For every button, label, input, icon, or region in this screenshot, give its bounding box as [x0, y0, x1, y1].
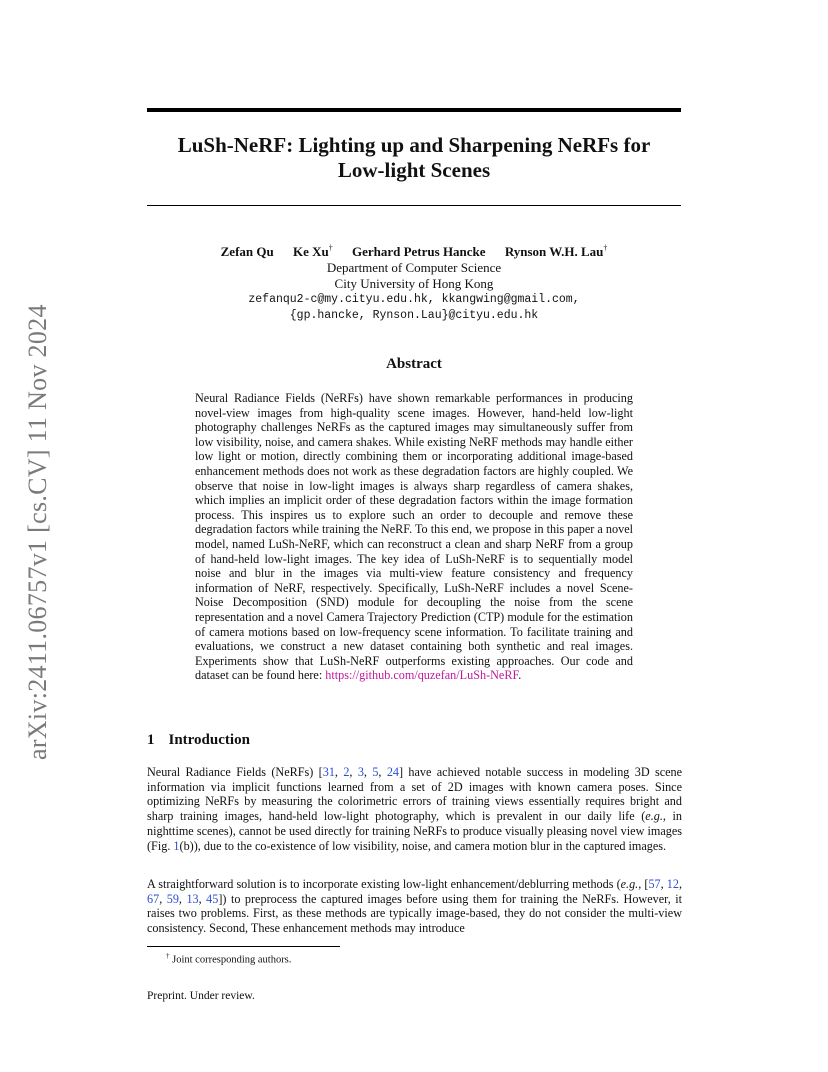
author: Gerhard Petrus Hancke: [351, 244, 486, 260]
citation-link[interactable]: 45: [206, 891, 219, 906]
paper-title: [147, 133, 681, 183]
title-top-rule: [147, 108, 681, 112]
citation-link[interactable]: 12: [666, 877, 679, 891]
citation-link[interactable]: 2: [343, 765, 350, 779]
citation-link[interactable]: 24: [386, 765, 399, 779]
title-bottom-rule: [147, 205, 681, 206]
department: Department of Computer Science: [326, 260, 502, 276]
author: Ke Xu†: [292, 244, 333, 260]
citation-link[interactable]: 3: [357, 765, 364, 779]
preprint-note: Preprint. Under review.: [147, 990, 255, 1002]
citation-link[interactable]: 13: [186, 891, 199, 906]
title-line-2: Low-light Scenes: [337, 158, 491, 182]
intro-paragraph-1: Neural Radiance Fields (NeRFs) [31, 2, 3, 5, 24] have achieved notable success in modeling 3D scene information via implicit functions learned from a set of 2D images with known camera poses. Since optimizing NeRFs by measuring the colorimetric errors of training views essentially requires bright and sharp training images, hand-held low-light photography, which is prevalent in our daily life (e.g., in nighttime scenes), cannot be used directly for training NeRFs to produce visually pleasing novel view images (Fig. 1(b)), due to the co-existence of low visibility, noise, and camera motion blur in the captured images.: [147, 765, 683, 853]
author: Zefan Qu: [220, 244, 274, 260]
author: Rynson W.H. Lau†: [504, 244, 608, 260]
author-block: [147, 241, 681, 324]
author-names: [147, 241, 681, 260]
code-link[interactable]: https://github.com/quzefan/LuSh-NeRF: [325, 668, 519, 683]
section-number: 1: [147, 732, 155, 748]
abstract-text: Neural Radiance Fields (NeRFs) have shown remarkable performances in producing novel-view images from high-quality scene images. However, hand-held low-light photography challenges NeRFs as the captured images may simultaneously suffer from low visibility, noise, and camera shakes. While existing NeRF methods may handle either low light or motion, directly combining them or incorporating additional image-based enhancement methods does not work as these degradation factors are highly coupled. We observe that noise in low-light images is always sharp regardless of camera shakes, which implies an implicit order of these degradation factors within the image formation process. This inspires us to explore such an order to decouple and remove these degradation factors while training the NeRF. To this end, we propose in this paper a novel model, named LuSh-NeRF, which can reconstruct a clean and sharp NeRF from a group of hand-held low-light images. The key idea of LuSh-NeRF is to sequentially model noise and blur in the images via multi-view feature consistency and frequency information of NeRF, respectively. Specifically, LuSh-NeRF includes a novel Scene-Noise Decomposition (SND) module for decoupling the noise from the scene representation and a novel Camera Trajectory Prediction (CTP) module for the estimation of camera motions based on low-frequency scene information. To facilitate training and evaluations, we construct a new dataset containing both synthetic and real images. Experiments show that LuSh-NeRF outperforms existing approaches. Our code and dataset can be found here:: [195, 391, 633, 683]
citation-link[interactable]: 5: [372, 765, 379, 779]
citation-link[interactable]: 31: [322, 765, 335, 779]
author-emails-2: {gp.hancke, Rynson.Lau}@cityu.edu.hk: [289, 309, 539, 323]
citation-link[interactable]: 57: [648, 877, 661, 891]
arxiv-stamp: arXiv:2411.06757v1 [cs.CV] 11 Nov 2024: [23, 304, 52, 760]
university: City University of Hong Kong: [334, 276, 494, 292]
title-line-1: LuSh-NeRF: Lighting up and Sharpening NeRFs for: [177, 133, 651, 157]
author-emails-1: zefanqu2-c@my.cityu.edu.hk, kkangwing@gmail.com,: [248, 293, 580, 307]
section-title: Introduction: [168, 732, 250, 748]
citation-link[interactable]: 59: [166, 891, 179, 906]
footnote-rule: [147, 946, 340, 947]
citation-link[interactable]: 67: [147, 891, 160, 906]
footnote: † Joint corresponding authors.: [166, 952, 292, 966]
intro-paragraph-2: A straightforward solution is to incorporate existing low-light enhancement/deblurring methods (e.g., [57, 12, 67, 59, 13, 45]) to preprocess the captured images before using them for training the NeRFs. However, it raises two problems. First, as these methods are typically image-based, they do not consider the multi-view consistency. Second, These enhancement methods may introduce: [147, 877, 683, 936]
figure-link[interactable]: 1: [173, 838, 180, 853]
abstract-heading: Abstract: [386, 356, 442, 372]
abstract-body: Neural Radiance Fields (NeRFs) have shown remarkable performances in producing novel-view images from high-quality scene images. However, hand-held low-light photography challenges NeRFs as the captured images may simultaneously suffer from low visibility, noise, and camera shakes. While existing NeRF methods may handle either low light or motion, directly combining them or incorporating additional image-based enhancement methods does not work as these degradation factors are highly coupled. We observe that noise in low-light images is always sharp regardless of camera shakes, which implies an implicit order of these degradation factors within the image formation process. This inspires us to explore such an order to decouple and remove these degradation factors while training the NeRF. To this end, we propose in this paper a novel model, named LuSh-NeRF, which can reconstruct a clean and sharp NeRF from a group of hand-held low-light images. The key idea of LuSh-NeRF is to sequentially model noise and blur in the images via multi-view feature consistency and frequency information of NeRF, respectively. Specifically, LuSh-NeRF includes a novel Scene-Noise Decomposition (SND) module for decoupling the noise from the scene representation and a novel Camera Trajectory Prediction (CTP) module for the estimation of camera motions based on low-frequency scene information. To facilitate training and evaluations, we construct a new dataset containing both synthetic and real images. Experiments show that LuSh-NeRF outperforms existing approaches. Our code and dataset can be found here: https://github.com/quzefan/LuSh-NeRF.: [195, 391, 633, 683]
section-heading: [147, 732, 250, 749]
